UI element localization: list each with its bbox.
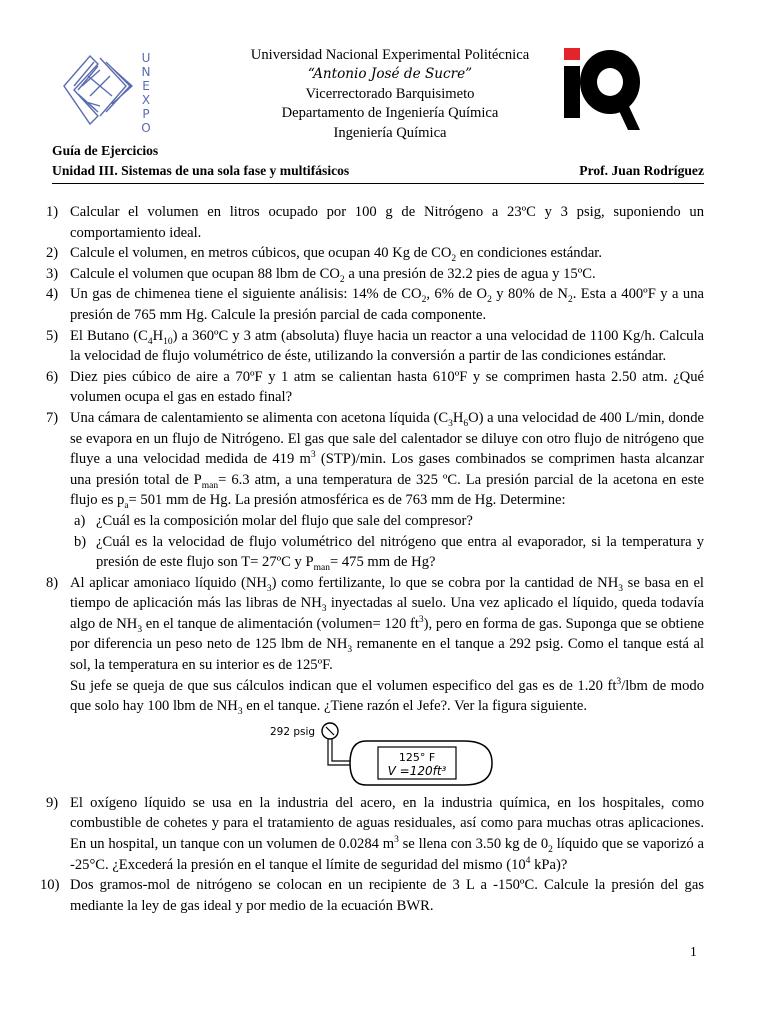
subscript: 2: [421, 295, 427, 306]
subscript: 3: [448, 418, 453, 429]
exercise-text: ) a 360ºC y 3 atm (absoluta) fluye hacia un reactor a una velocidad de 1100 Kg/h. Calcula la velocidad de flujo volumétrico de éste, utilizando la conversión a partir de las condiciones estándar.: [70, 327, 704, 365]
university-name: Universidad Nacional Experimental Politécnica: [250, 47, 530, 63]
subscript: 3: [137, 624, 143, 635]
vicerrectorado: Vicerrectorado Barquisimeto: [305, 85, 475, 102]
subscript: 10: [163, 336, 173, 347]
sub-question-text: ¿Cuál es la composición molar del flujo que sale del compresor?: [96, 512, 473, 529]
exercise-item: [40, 243, 704, 264]
guide-title: Guía de Ejercicios: [52, 143, 159, 158]
exercise-text: a una presión de 32.2 pies de agua y 15ºC.: [344, 265, 596, 282]
exercise-item: [40, 573, 704, 676]
sub-question: [70, 532, 704, 573]
unexpo-logo: [60, 46, 160, 136]
exercise-item: [40, 367, 704, 408]
exercise-text: El Butano (C: [70, 327, 148, 344]
subscript: 4: [147, 336, 153, 347]
sub-question-letter: a): [74, 512, 86, 529]
institution-header: [180, 46, 600, 143]
unit-row: [52, 163, 704, 179]
exercise-number: 6): [46, 368, 59, 385]
exercise-item: [40, 408, 704, 573]
subscript: 2: [567, 295, 573, 306]
subscript: 3: [618, 583, 623, 594]
exercise-text: Un gas de chimenea tiene el siguiente análisis: 14% de CO: [70, 286, 422, 303]
subscript: 6: [463, 418, 469, 429]
exercise-text: Diez pies cúbico de aire a 70ºF y 1 atm se calientan hasta 610ºF y se comprimen hasta 2.50 atm. ¿Qué volumen ocupa el gas en estado final?: [70, 368, 704, 406]
exercise-number: 9): [46, 794, 59, 811]
exercise-text: ), pero en forma de gas. Suponga que se obtiene por diferencia un peso neto de 125 lbm de NH: [70, 615, 704, 653]
department: Departamento de Ingeniería Química: [281, 105, 499, 122]
exercise-item: [40, 875, 704, 916]
logo-letter: P: [142, 107, 150, 121]
superscript: 3: [616, 676, 622, 687]
program: Ingeniería Química: [333, 124, 447, 141]
sub-question-letter: b): [74, 533, 87, 550]
exercise-text: Calcule el volumen que ocupan 88 lbm de CO: [70, 265, 340, 282]
exercise-text: . Esta a 400ºF y a una presión de 765 mm Hg. Calcule la presión parcial de cada componente.: [70, 286, 704, 323]
exercise-number: 8): [46, 574, 59, 591]
exercise-text: Calcule el volumen, en metros cúbicos, que ocupan 40 Kg de CO: [70, 245, 452, 262]
exercise-number: 7): [46, 409, 59, 426]
page-number: 1: [690, 944, 697, 959]
exercise-text: = 501 mm de Hg. La presión atmosférica es de 763 mm de Hg. Determine:: [128, 492, 566, 509]
gauge-pipe: [328, 739, 350, 765]
exercise-item: [40, 264, 704, 285]
exercise-text: kPa)?: [530, 856, 568, 873]
exercise-text: Al aplicar amoniaco líquido (NH: [70, 574, 267, 591]
subscript: 2: [451, 254, 457, 265]
exercise-number: 2): [46, 245, 59, 262]
subscript: a: [124, 501, 129, 512]
exercise-text: en el tanque. ¿Tiene razón el Jefe?. Ver la figura siguiente.: [242, 698, 588, 715]
superscript: 3: [394, 835, 399, 846]
subscript: 3: [266, 583, 272, 594]
logo-letter: U: [141, 51, 151, 65]
exercise-text: se basa en el tiempo de aplicación más las libras de NH: [70, 574, 704, 612]
exercise-text: ) como fertilizante, lo que se cobra por la cantidad de NH: [271, 574, 619, 591]
tank-figure: [40, 721, 704, 787]
sub-question-text: ¿Cuál es la velocidad de flujo volumétrico del nitrógeno que entra al evaporador, si la temperatura y presión de este flujo son T= 27ºC y P: [96, 533, 704, 571]
subscript: 2: [487, 295, 492, 306]
subscript: 3: [321, 604, 327, 615]
exercise-text: Una cámara de calentamiento se alimenta con acetona líquida (C: [70, 409, 449, 426]
exercise-list: [40, 202, 704, 916]
exercise-text: en el tanque de alimentación (volumen= 120 ft: [142, 615, 419, 632]
logo-letter: O: [141, 121, 151, 135]
exercise-text: H: [152, 327, 164, 344]
exercise-text: en condiciones estándar.: [456, 245, 603, 262]
subscript: man: [201, 480, 219, 491]
exercise-text: (STP)/min. Los gases combinados se comprimen hasta alcanzar una presión total de P: [70, 451, 704, 488]
exercise-item: [40, 793, 704, 875]
subscript: 2: [339, 274, 345, 285]
exercise-paragraph: [40, 676, 704, 717]
exercise-text: O) a una velocidad de 400 L/min, donde se evapora en un flujo de Nitrógeno. El gas que sale del calentador se diluye con otro flujo de nitrógeno que fluye a una velocidad medida de 419 m: [70, 409, 704, 468]
sub-question: [70, 511, 704, 532]
superscript: 3: [418, 615, 424, 626]
logo-letter: X: [141, 93, 151, 107]
exercise-text: , 6% de O: [426, 286, 488, 303]
unit-title: Unidad III. Sistemas de una sola fase y multifásicos: [52, 163, 350, 178]
exercise-item: [40, 326, 704, 367]
subscript: 2: [548, 844, 553, 855]
iq-logo-graphic: [564, 46, 642, 132]
superscript: 3: [310, 450, 316, 461]
exercise-number: 1): [46, 204, 59, 220]
exercise-text: líquido que se vaporizó a -25°C. ¿Excederá la presión en el tanque el límite de seguridad del mismo (10: [70, 836, 704, 873]
unexpo-logo-graphic: [60, 46, 160, 136]
logo-letter: E: [142, 79, 150, 93]
superscript: 4: [525, 855, 531, 866]
exercise-number: 4): [46, 286, 59, 303]
exercise-number: 3): [46, 265, 59, 282]
subscript: 3: [237, 707, 243, 718]
exercise-text: Dos gramos-mol de nitrógeno se colocan en un recipiente de 3 L a -150ºC. Calcule la presión del gas mediante la ley de gas ideal y por medio de la ecuación BWR.: [70, 877, 704, 914]
gauge-label: 292 psig: [270, 725, 316, 738]
exercise-number: 10): [40, 877, 60, 894]
exercise-text: se llena con 3.50 kg de 0: [398, 836, 549, 853]
tank-volume: V =120ft³: [387, 763, 447, 778]
professor-name: Prof. Juan Rodríguez: [579, 163, 704, 178]
tank-temperature: 125° F: [398, 750, 436, 764]
exercise-text: remanente en el tanque a 292 psig. Como el tanque está al sol, la temperatura en su interior es de 125ºF.: [70, 636, 705, 674]
subscript: 3: [347, 645, 353, 656]
subscript: man: [313, 563, 330, 573]
exercise-text: inyectadas al suelo. Una vez aplicado el líquido, queda todavía algo de NH: [70, 595, 704, 632]
header-divider: [52, 183, 704, 184]
exercise-item: [40, 202, 704, 243]
exercise-item: [40, 284, 704, 325]
exercise-text: /lbm de modo que solo hay 100 lbm de NH: [70, 677, 704, 715]
exercise-text: y 80% de N: [491, 286, 568, 303]
tank-diagram: [266, 721, 546, 787]
logo-letter: N: [141, 65, 151, 79]
exercise-text: El oxígeno líquido se usa en la industria del acero, en la industria química, en los hospitales, como combustible de cohetes y para el tratamiento de aguas residuales, así como para muchas otras aplicaciones. En un hospital, un tanque con un volumen de 0.0284 m: [70, 794, 704, 853]
sub-question-text: = 475 mm de Hg?: [329, 554, 436, 571]
university-subtitle: “Antonio José de Sucre”: [307, 66, 473, 83]
exercise-text: H: [452, 409, 464, 426]
exercise-number: 5): [46, 327, 59, 344]
exercise-text: Su jefe se queja de que sus cálculos indican que el volumen especifico del gas es de 1.20 ft: [70, 677, 617, 694]
exercise-text: Calcular el volumen en litros ocupado por 100 g de Nitrógeno a 23ºC y 3 psig, suponiendo un comportamiento ideal.: [70, 204, 704, 241]
iq-logo: [564, 46, 642, 132]
exercise-text: = 6.3 atm, a una temperatura de 325 ºC. La presión parcial de la acetona en este flujo es p: [70, 471, 704, 509]
